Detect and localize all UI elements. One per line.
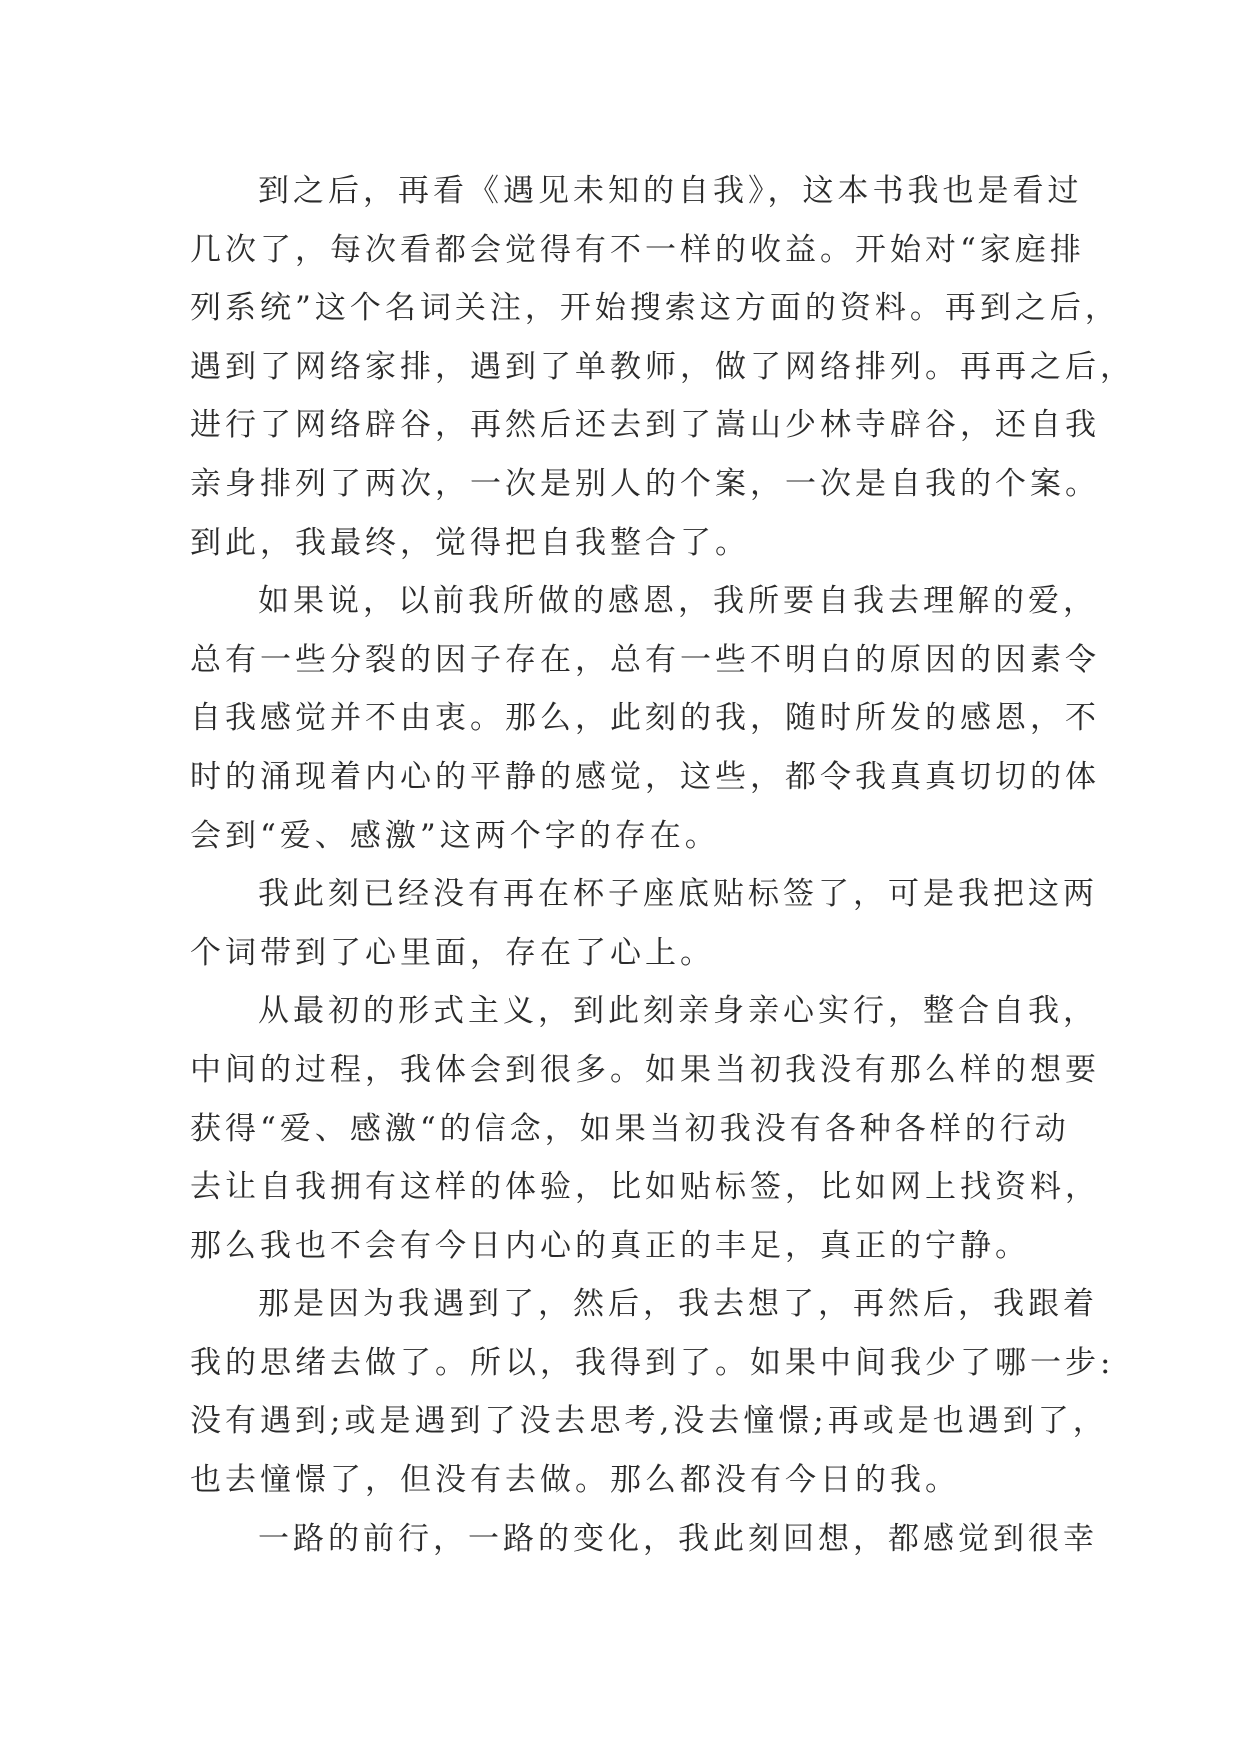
text-line: 我此刻已经没有再在杯子座底贴标签了，可是我把这两 [258, 876, 1098, 913]
text-line: 中间的过程，我体会到很多。如果当初我没有那么样的想要 [190, 1051, 1100, 1088]
text-line: 列系统”这个名词关注，开始搜索这方面的资料。再到之后， [190, 290, 1120, 327]
text-line: 亲身排列了两次，一次是别人的个案，一次是自我的个案。 [190, 465, 1100, 502]
text-line: 会到“爱、感激”这两个字的存在。 [190, 817, 720, 854]
text-line: 一路的前行，一路的变化，我此刻回想，都感觉到很幸 [258, 1520, 1098, 1557]
text-line: 从最初的形式主义，到此刻亲身亲心实行，整合自我， [258, 993, 1098, 1030]
text-line: 那是因为我遇到了，然后，我去想了，再然后，我跟着 [258, 1286, 1098, 1323]
text-line: 获得“爱、感激“的信念，如果当初我没有各种各样的行动 [190, 1110, 1070, 1147]
text-line: 遇到了网络家排，遇到了单教师，做了网络排列。再再之后， [190, 348, 1135, 385]
text-line: 我的思绪去做了。所以，我得到了。如果中间我少了哪一步: [190, 1344, 1115, 1381]
text-line: 也去憧憬了，但没有去做。那么都没有今日的我。 [190, 1462, 960, 1499]
text-line: 自我感觉并不由衷。那么，此刻的我，随时所发的感恩，不 [190, 700, 1100, 737]
text-line: 总有一些分裂的因子存在，总有一些不明白的原因的因素令 [190, 641, 1100, 678]
text-line: 个词带到了心里面，存在了心上。 [190, 934, 715, 971]
text-line: 到之后，再看《遇见未知的自我》，这本书我也是看过 [258, 173, 1083, 209]
text-line: 如果说，以前我所做的感恩，我所要自我去理解的爱， [258, 583, 1098, 620]
text-line: 时的涌现着内心的平静的感觉，这些，都令我真真切切的体 [190, 758, 1100, 795]
text-line: 几次了，每次看都会觉得有不一样的收益。开始对“家庭排 [190, 231, 1085, 268]
body-text [190, 162, 1135, 1568]
text-line: 进行了网络辟谷，再然后还去到了嵩山少林寺辟谷，还自我 [190, 407, 1100, 444]
text-line: 去让自我拥有这样的体验，比如贴标签，比如网上找资料， [190, 1169, 1100, 1206]
text-line: 那么我也不会有今日内心的真正的丰足，真正的宁静。 [190, 1227, 1030, 1264]
text-line: 到此，我最终，觉得把自我整合了。 [190, 524, 750, 561]
text-line: 没有遇到;或是遇到了没去思考,没去憧憬;再或是也遇到了， [190, 1403, 1108, 1440]
